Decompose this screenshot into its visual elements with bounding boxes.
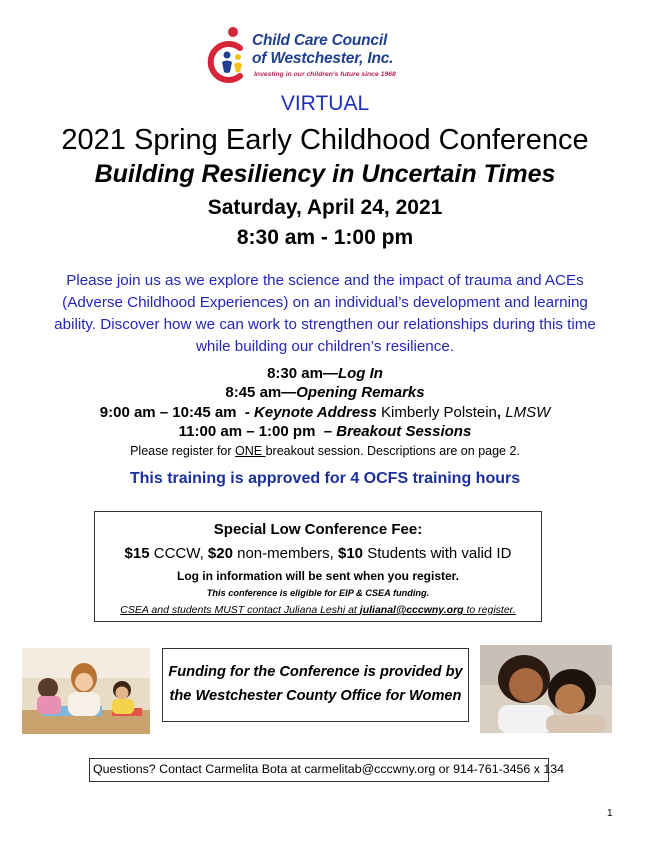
csea-contact xyxy=(95,604,541,616)
schedule-time: 8:30 am— xyxy=(267,365,338,382)
student-price: $10 xyxy=(338,545,364,562)
questions-contact: Questions? Contact Carmelita Bota at carmelitab@cccwny.org or 914-761-3456 x 134 xyxy=(89,758,549,782)
schedule-time: 8:45 am— xyxy=(225,384,297,401)
register-note xyxy=(0,444,650,458)
logo-tagline: Investing in our children's future since 1968 xyxy=(254,71,396,78)
nonmember-price: $20 xyxy=(207,545,233,562)
approval-notice: This training is approved for 4 OCFS training hours xyxy=(129,470,521,487)
schedule-event: Log In xyxy=(337,365,383,382)
intro-paragraph: Please join us as we explore the science and the impact of trauma and ACEs (Adverse Childhood Experiences) on an individual’s development and learning ability. Discover how we can work to strengthen our relationships during this time while building our children’s resilience. xyxy=(54,272,596,355)
student-label: Students with valid ID xyxy=(363,545,512,562)
schedule-event: Opening Remarks xyxy=(296,384,425,401)
conference-date: Saturday, April 24, 2021 xyxy=(207,196,443,219)
funding-line2: the Westchester County Office for Women xyxy=(169,688,462,704)
conference-time: 8:30 am - 1:00 pm xyxy=(236,226,414,249)
register-note-text-end: breakout session. Descriptions are on page 2. xyxy=(265,444,520,458)
keynote-speaker: Kimberly Polstein xyxy=(376,404,497,421)
fee-title: Special Low Conference Fee: xyxy=(213,521,423,538)
schedule-time: 11:00 am – 1:00 pm – xyxy=(178,423,337,440)
csea-email-link[interactable]: julianal@cccwny.org xyxy=(359,604,464,616)
register-note-text: Please register for xyxy=(130,444,236,458)
page-number: 1 xyxy=(607,808,613,819)
register-note-emphasis: ONE xyxy=(235,444,266,458)
logo-name-line2: of Westchester, Inc. xyxy=(252,50,394,67)
teacher-children-photo xyxy=(22,648,150,734)
schedule-item-breakout xyxy=(0,422,650,442)
eligibility-note: This conference is eligible for EIP & CSEA funding. xyxy=(206,588,430,598)
schedule-item-login xyxy=(0,364,650,384)
csea-text-end: to register. xyxy=(463,604,516,616)
conference-subtitle: Building Resiliency in Uncertain Times xyxy=(94,160,556,188)
children-hugging-photo xyxy=(480,645,612,733)
fee-box xyxy=(94,511,542,622)
schedule-item-keynote xyxy=(0,403,650,423)
virtual-label: VIRTUAL xyxy=(280,92,370,115)
cccw-label: CCCW, xyxy=(149,545,208,562)
nonmember-label: non-members, xyxy=(232,545,338,562)
council-logo-icon xyxy=(200,26,252,88)
login-info: Log in information will be sent when you register. xyxy=(176,569,460,583)
schedule-event: Keynote Address xyxy=(254,404,377,421)
cccw-price: $15 xyxy=(124,545,150,562)
csea-text: CSEA and students MUST contact Juliana Leshi at xyxy=(120,604,360,616)
keynote-credential: , LMSW xyxy=(496,404,551,421)
schedule-time: 9:00 am – 10:45 am - xyxy=(99,404,255,421)
logo-name-line1: Child Care Council xyxy=(252,32,388,49)
funding-box xyxy=(162,648,469,722)
council-logo xyxy=(200,26,430,88)
conference-title: 2021 Spring Early Childhood Conference xyxy=(61,124,589,156)
schedule-item-opening xyxy=(0,383,650,403)
fee-prices xyxy=(95,545,541,562)
funding-line1: Funding for the Conference is provided by xyxy=(168,664,463,680)
schedule-event: Breakout Sessions xyxy=(336,423,472,440)
